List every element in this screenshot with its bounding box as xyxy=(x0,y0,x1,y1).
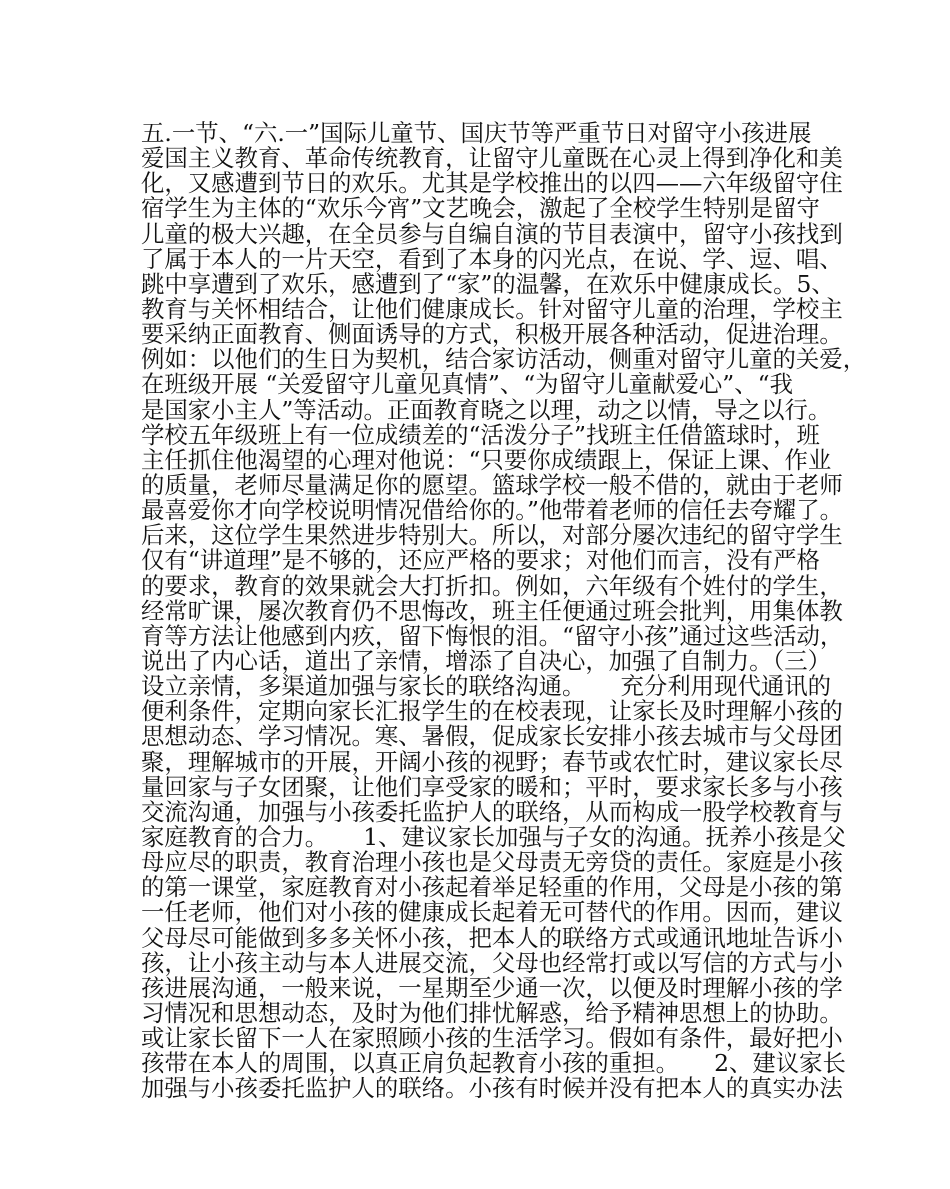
text-line: 教育与关怀相结合，让他们健康成长。针对留守儿童的治理，学校主 xyxy=(141,294,843,323)
text-line: 最喜爱你才向学校说明情况借给你的。”他带着老师的信任去夸耀了。 xyxy=(141,496,843,525)
text-line: 孩进展沟通，一般来说，一星期至少通一次，以便及时理解小孩的学 xyxy=(141,973,843,1002)
text-line: 爱国主义教育、革命传统教育，让留守儿童既在心灵上得到净化和美 xyxy=(141,144,843,173)
text-line: 孩，让小孩主动与本人进展交流，父母也经常打或以写信的方式与小 xyxy=(141,948,843,977)
text-line: 化，又感遭到节日的欢乐。尤其是学校推出的以四——六年级留守住 xyxy=(141,169,843,198)
text-line: 经常旷课，屡次教育仍不思悔改，班主任便通过班会批判，用集体教 xyxy=(141,596,843,625)
text-line: 家庭教育的合力。 1、建议家长加强与子女的沟通。抚养小孩是父 xyxy=(141,822,846,851)
text-line: 交流沟通，加强与小孩委托监护人的联络，从而构成一股学校教育与 xyxy=(141,797,843,826)
text-line: 设立亲情，多渠道加强与家长的联络沟通。 充分利用现代通讯的 xyxy=(141,672,832,701)
text-line: 或让家长留下一人在家照顾小孩的生活学习。假如有条件，最好把小 xyxy=(141,1024,843,1053)
text-line: 孩带在本人的周围，以真正肩负起教育小孩的重担。 2、建议家长 xyxy=(141,1049,846,1078)
text-line: 主任抓住他渴望的心理对他说：“只要你成绩跟上，保证上课、作业 xyxy=(141,445,832,474)
text-line: 宿学生为主体的“欢乐今宵”文艺晚会，激起了全校学生特别是留守 xyxy=(141,194,820,223)
text-line: 五.一节、“六.一”国际儿童节、国庆节等严重节日对留守小孩进展 xyxy=(141,119,812,147)
text-line: 加强与小孩委托监护人的联络。小孩有时候并没有把本人的真实办法 xyxy=(141,1074,843,1103)
text-line: 学校五年级班上有一位成绩差的“活泼分子”找班主任借篮球时，班 xyxy=(141,420,820,449)
text-line: 便利条件，定期向家长汇报学生的在校表现，让家长及时理解小孩的 xyxy=(141,697,843,726)
text-line: 的第一课堂，家庭教育对小孩起着举足轻重的作用，父母是小孩的第 xyxy=(141,873,843,902)
text-line: 的质量，老师尽量满足你的愿望。篮球学校一般不借的，就由于老师 xyxy=(141,470,843,499)
text-line: 聚，理解城市的开展，开阔小孩的视野；春节或农忙时，建议家长尽 xyxy=(141,747,843,776)
text-line: 思想动态、学习情况。寒、暑假，促成家长安排小孩去城市与父母团 xyxy=(141,722,843,751)
text-line: 是国家小主人”等活动。正面教育晓之以理，动之以情，导之以行。 xyxy=(141,395,832,424)
text-line: 一任老师，他们对小孩的健康成长起着无可替代的作用。因而，建议 xyxy=(141,898,843,927)
text-line: 习情况和思想动态，及时为他们排忧解惑，给予精神思想上的协助。 xyxy=(141,998,843,1027)
text-line: 后来，这位学生果然进步特别大。所以，对部分屡次违纪的留守学生 xyxy=(141,521,843,550)
text-line: 跳中享遭到了欢乐，感遭到了“家”的温馨，在欢乐中健康成长。5、 xyxy=(141,269,835,298)
text-line: 例如：以他们的生日为契机，结合家访活动，侧重对留守儿童的关爱， xyxy=(141,345,867,374)
body-text xyxy=(141,119,867,1103)
text-line: 说出了内心话，道出了亲情，增添了自决心，加强了自制力。（三） xyxy=(141,646,832,675)
text-line: 父母尽可能做到多多关怀小孩，把本人的联络方式或通讯地址告诉小 xyxy=(141,923,843,952)
text-line: 仅有“讲道理”是不够的，还应严格的要求；对他们而言，没有严格 xyxy=(141,546,820,575)
text-line: 的要求，教育的效果就会大打折扣。例如，六年级有个姓付的学生， xyxy=(141,571,843,600)
text-line: 儿童的极大兴趣，在全员参与自编自演的节目表演中，留守小孩找到 xyxy=(141,219,843,248)
text-line: 要采纳正面教育、侧面诱导的方式，积极开展各种活动，促进治理。 xyxy=(141,320,843,349)
text-line: 母应尽的职责，教育治理小孩也是父母责无旁贷的责任。家庭是小孩 xyxy=(141,848,843,877)
text-line: 育等方法让他感到内疚，留下悔恨的泪。“留守小孩”通过这些活动， xyxy=(141,621,844,650)
text-line: 在班级开展 “关爱留守儿童见真情”、“为留守儿童献爱心”、“我 xyxy=(141,370,793,399)
text-line: 量回家与子女团聚，让他们享受家的暖和；平时，要求家长多与小孩 xyxy=(141,772,843,801)
text-line: 了属于本人的一片天空，看到了本身的闪光点，在说、学、逗、唱、 xyxy=(141,244,843,273)
